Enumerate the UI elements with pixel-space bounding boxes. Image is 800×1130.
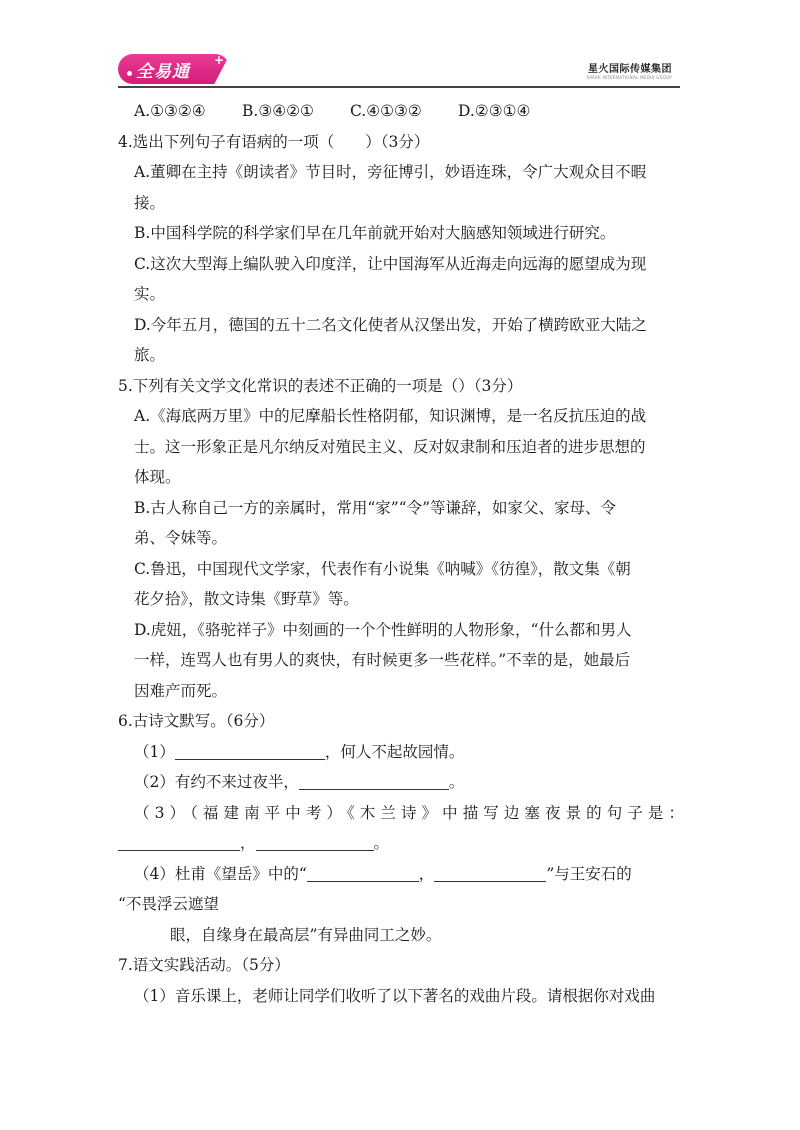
q3-option-c: C.④①③②: [350, 102, 422, 120]
q6-part4-blank1[interactable]: [307, 863, 419, 882]
q5-option-b-line1: B.古人称自己一方的亲属时，常用“家”“令”等谦辞，如家父、家母、令: [134, 498, 617, 517]
q6-part3-end: 。: [373, 834, 390, 852]
q4-stem: 4.选出下列句子有语病的一项（ ）（3分）: [118, 132, 430, 151]
document-body: [118, 96, 684, 1011]
q5-option-a-line3: 体现。: [134, 468, 181, 486]
q3-option-d: D.②③①④: [458, 102, 531, 120]
logo-plus: +: [214, 53, 225, 67]
q5-option-d-line3: 因难产而死。: [134, 681, 228, 700]
q6-part1-blank[interactable]: [175, 741, 325, 760]
q5-option-a-line2: 士。这一形象正是凡尔纳反对殖民主义、反对奴隶制和压迫者的进步思想的: [134, 437, 646, 456]
q3-option-b: B.③④②①: [242, 102, 314, 120]
q6-part1: [118, 737, 684, 768]
brand-subtitle: SPARK INTERNATIONAL MEDIA GROUP: [586, 75, 672, 80]
q4-option-c-line2: 实。: [134, 285, 166, 303]
q5-option-b-line2: 弟、令妹等。: [134, 529, 228, 547]
q4-option-a-line1: A.董卿在主持《朗读者》节目时，旁征博引，妙语连珠，令广大观众目不暇: [134, 163, 647, 181]
q6-part3-blank1[interactable]: [118, 832, 240, 851]
q4-option-c-line1: C.这次大型海上编队驶入印度洋，让中国海军从近海走向远海的愿望成为现: [134, 254, 647, 273]
q6-part3-blank2[interactable]: [256, 832, 374, 851]
q4-option-a-line2: 接。: [134, 193, 166, 212]
logo-dot: [127, 71, 132, 76]
q5-option-c-line1: C.鲁迅，中国现代文学家，代表作有小说集《呐喊》《彷徨》，散文集《朝: [134, 559, 631, 578]
page-header: [118, 54, 680, 88]
q3-options: [118, 96, 684, 127]
q5-option-c-line2: 花夕拾》，散文诗集《野草》等。: [134, 590, 359, 608]
logo-text: 全易通: [136, 62, 190, 82]
q6-part4-line2: “不畏浮云遮望: [118, 895, 219, 913]
q7-stem: 7.语文实践活动。（5分）: [118, 956, 290, 974]
header-rule: [118, 86, 680, 88]
q6-part4-separator: ，: [418, 864, 435, 883]
q6-part2: [118, 767, 684, 798]
q4-option-d-line2: 旅。: [134, 346, 166, 364]
q5-stem: 5.下列有关文学文化常识的表述不正确的一项是（）（3分）: [118, 376, 523, 395]
q5-option-d-line2: 一样，连骂人也有男人的爽快，有时候更多一些花样。”不幸的是，她最后: [134, 651, 631, 669]
q3-option-a: A.①③②④: [134, 102, 206, 120]
q5-option-a-line1: A.《海底两万里》中的尼摩船长性格阴郁，知识渊博，是一名反抗压迫的战: [134, 407, 647, 425]
q4-option-d-line1: D.今年五月，德国的五十二名文化使者从汉堡出发，开始了横跨欧亚大陆之: [134, 315, 647, 334]
q6-part4-line1: [118, 859, 684, 890]
q6-part2-blank[interactable]: [299, 771, 449, 790]
q6-part4-suffix: ”与王安石的: [546, 864, 632, 883]
q6-stem: 6.古诗文默写。（6分）: [118, 712, 275, 730]
q6-part1-prefix: （1）: [134, 742, 175, 761]
q6-part3-separator: ，: [240, 834, 256, 852]
q6-part4-blank2[interactable]: [434, 863, 546, 882]
q6-part3-line1: （3）（福建南平中考）《木兰诗》中描写边塞夜景的句子是：: [134, 803, 684, 822]
q6-part4-line3: 眼，自缘身在最高层”有异曲同工之妙。: [170, 925, 442, 944]
q6-part2-suffix: 。: [448, 773, 465, 791]
q6-part4-prefix: （4）杜甫《望岳》中的“: [134, 864, 307, 883]
q4-option-b: B.中国科学院的科学家们早在几年前就开始对大脑感知领域进行研究。: [134, 224, 616, 242]
brand-name: 星火国际传媒集团: [588, 64, 672, 75]
q6-part3-line2: [118, 828, 684, 859]
q5-option-d-line1: D.虎妞，《骆驼祥子》中刻画的一个个性鲜明的人物形象，“什么都和男人: [134, 620, 632, 639]
q7-part1-line1: （1）音乐课上，老师让同学们收听了以下著名的戏曲片段。请根据你对戏曲: [134, 986, 656, 1005]
q6-part2-prefix: （2）有约不来过夜半，: [134, 773, 299, 791]
q6-part1-suffix: ，何人不起故园情。: [324, 742, 465, 761]
